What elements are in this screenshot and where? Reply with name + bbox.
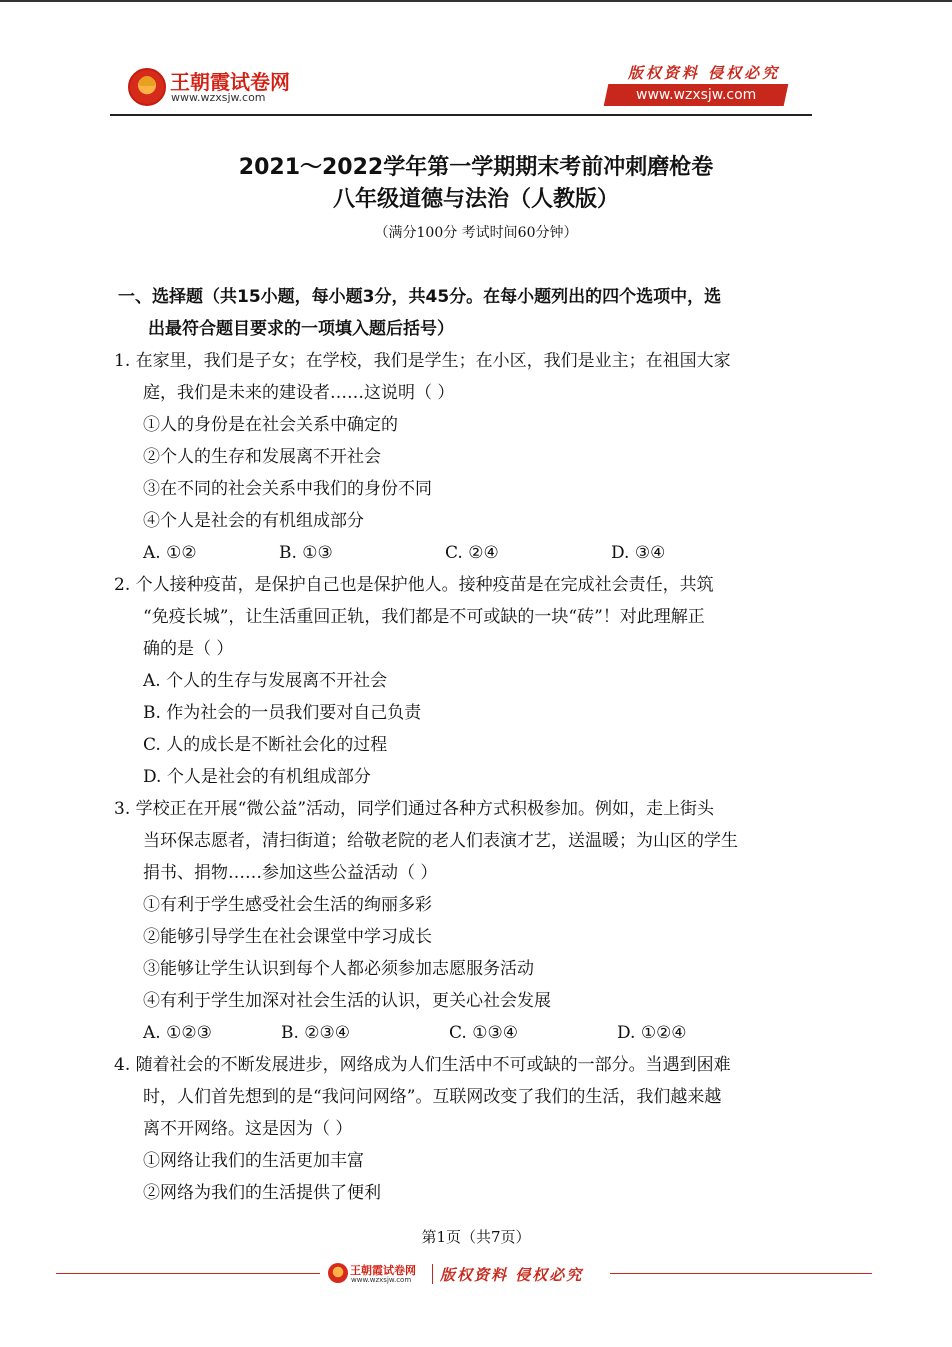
q4-item: ①网络让我们的生活更加丰富: [143, 1151, 364, 1171]
q3-option-c[interactable]: C. ①③④: [449, 1023, 518, 1043]
q1-stem-cont: 庭，我们是未来的建设者……这说明（ ）: [143, 383, 455, 403]
q1-option-a[interactable]: A. ①②: [143, 543, 197, 563]
page-number: 第1页（共7页）: [421, 1228, 531, 1246]
q2-stem-cont: “免疫长城”，让生活重回正轨，我们都是不可或缺的一块“砖”！对此理解正: [143, 607, 705, 627]
section-heading-cont: 出最符合题目要求的一项填入题后括号）: [148, 319, 454, 339]
q1-stem: 1. 在家里，我们是子女；在学校，我们是学生；在小区，我们是业主；在祖国大家: [114, 351, 731, 371]
q1-item: ④个人是社会的有机组成部分: [143, 511, 364, 531]
q3-item: ①有利于学生感受社会生活的绚丽多彩: [143, 895, 432, 915]
exam-title: 2021～2022学年第一学期期末考前冲刺磨枪卷: [238, 155, 714, 180]
logo-title: 王朝霞试卷网: [170, 70, 290, 94]
footer-copyright: 版权资料 侵权必究: [440, 1266, 584, 1284]
footer-rule-right: [610, 1273, 872, 1274]
header-url-banner: [604, 84, 789, 106]
q2-option-b[interactable]: B. 作为社会的一员我们要对自己负责: [143, 703, 422, 723]
q2-option-c[interactable]: C. 人的成长是不断社会化的过程: [143, 735, 388, 755]
q2-stem-cont: 确的是（ ）: [143, 639, 234, 659]
q3-stem: 3. 学校正在开展“微公益”活动，同学们通过各种方式积极参加。例如，走上街头: [114, 799, 715, 819]
footer-logo-title: 王朝霞试卷网: [350, 1264, 416, 1277]
q1-item: ②个人的生存和发展离不开社会: [143, 447, 381, 467]
q2-option-d[interactable]: D. 个人是社会的有机组成部分: [143, 767, 371, 787]
q1-item: ③在不同的社会关系中我们的身份不同: [143, 479, 432, 499]
header-url-text: www.wzxsjw.com: [635, 87, 757, 103]
q3-option-b[interactable]: B. ②③④: [281, 1023, 351, 1043]
q3-item: ②能够引导学生在社会课堂中学习成长: [143, 927, 432, 947]
copyright-notice: 版权资料 侵权必究: [627, 64, 781, 82]
q4-item: ②网络为我们的生活提供了便利: [143, 1183, 381, 1203]
q1-option-c[interactable]: C. ②④: [445, 543, 499, 563]
q1-item: ①人的身份是在社会关系中确定的: [143, 415, 398, 435]
exam-info: （满分100分 考试时间60分钟）: [374, 225, 578, 241]
header-divider: [110, 114, 812, 116]
footer-logo: [328, 1262, 438, 1288]
logo-seal-icon: [128, 68, 166, 106]
q3-stem-cont: 当环保志愿者，清扫街道；给敬老院的老人们表演才艺，送温暖；为山区的学生: [143, 831, 738, 851]
q1-option-b[interactable]: B. ①③: [279, 543, 333, 563]
footer-seal-icon: [328, 1263, 348, 1283]
exam-subtitle: 八年级道德与法治（人教版）: [332, 187, 619, 212]
q1-option-d[interactable]: D. ③④: [611, 543, 666, 563]
q2-stem: 2. 个人接种疫苗，是保护自己也是保护他人。接种疫苗是在完成社会责任，共筑: [114, 575, 714, 595]
q3-stem-cont: 捐书、捐物……参加这些公益活动（ ）: [143, 863, 438, 883]
section-heading: 一、选择题（共15小题，每小题3分，共45分。在每小题列出的四个选项中，选: [118, 287, 722, 307]
q4-stem-cont: 时，人们首先想到的是“我问问网络”。互联网改变了我们的生活，我们越来越: [143, 1087, 722, 1107]
q3-item: ④有利于学生加深对社会生活的认识，更关心社会发展: [143, 991, 551, 1011]
q2-option-a[interactable]: A. 个人的生存与发展离不开社会: [143, 671, 388, 691]
q4-stem: 4. 随着社会的不断发展进步，网络成为人们生活中不可或缺的一部分。当遇到困难: [114, 1055, 731, 1075]
q3-option-d[interactable]: D. ①②④: [617, 1023, 687, 1043]
footer-separator: [432, 1264, 433, 1284]
q3-option-a[interactable]: A. ①②③: [143, 1023, 212, 1043]
logo-url: www.wzxsjw.com: [171, 91, 266, 104]
site-logo: [128, 66, 428, 112]
footer-logo-url: www.wzxsjw.com: [351, 1276, 412, 1284]
q3-item: ③能够让学生认识到每个人都必须参加志愿服务活动: [143, 959, 534, 979]
page-top-edge: [0, 0, 952, 2]
footer-rule-left: [56, 1273, 320, 1274]
q4-stem-cont: 离不开网络。这是因为（ ）: [143, 1119, 353, 1139]
